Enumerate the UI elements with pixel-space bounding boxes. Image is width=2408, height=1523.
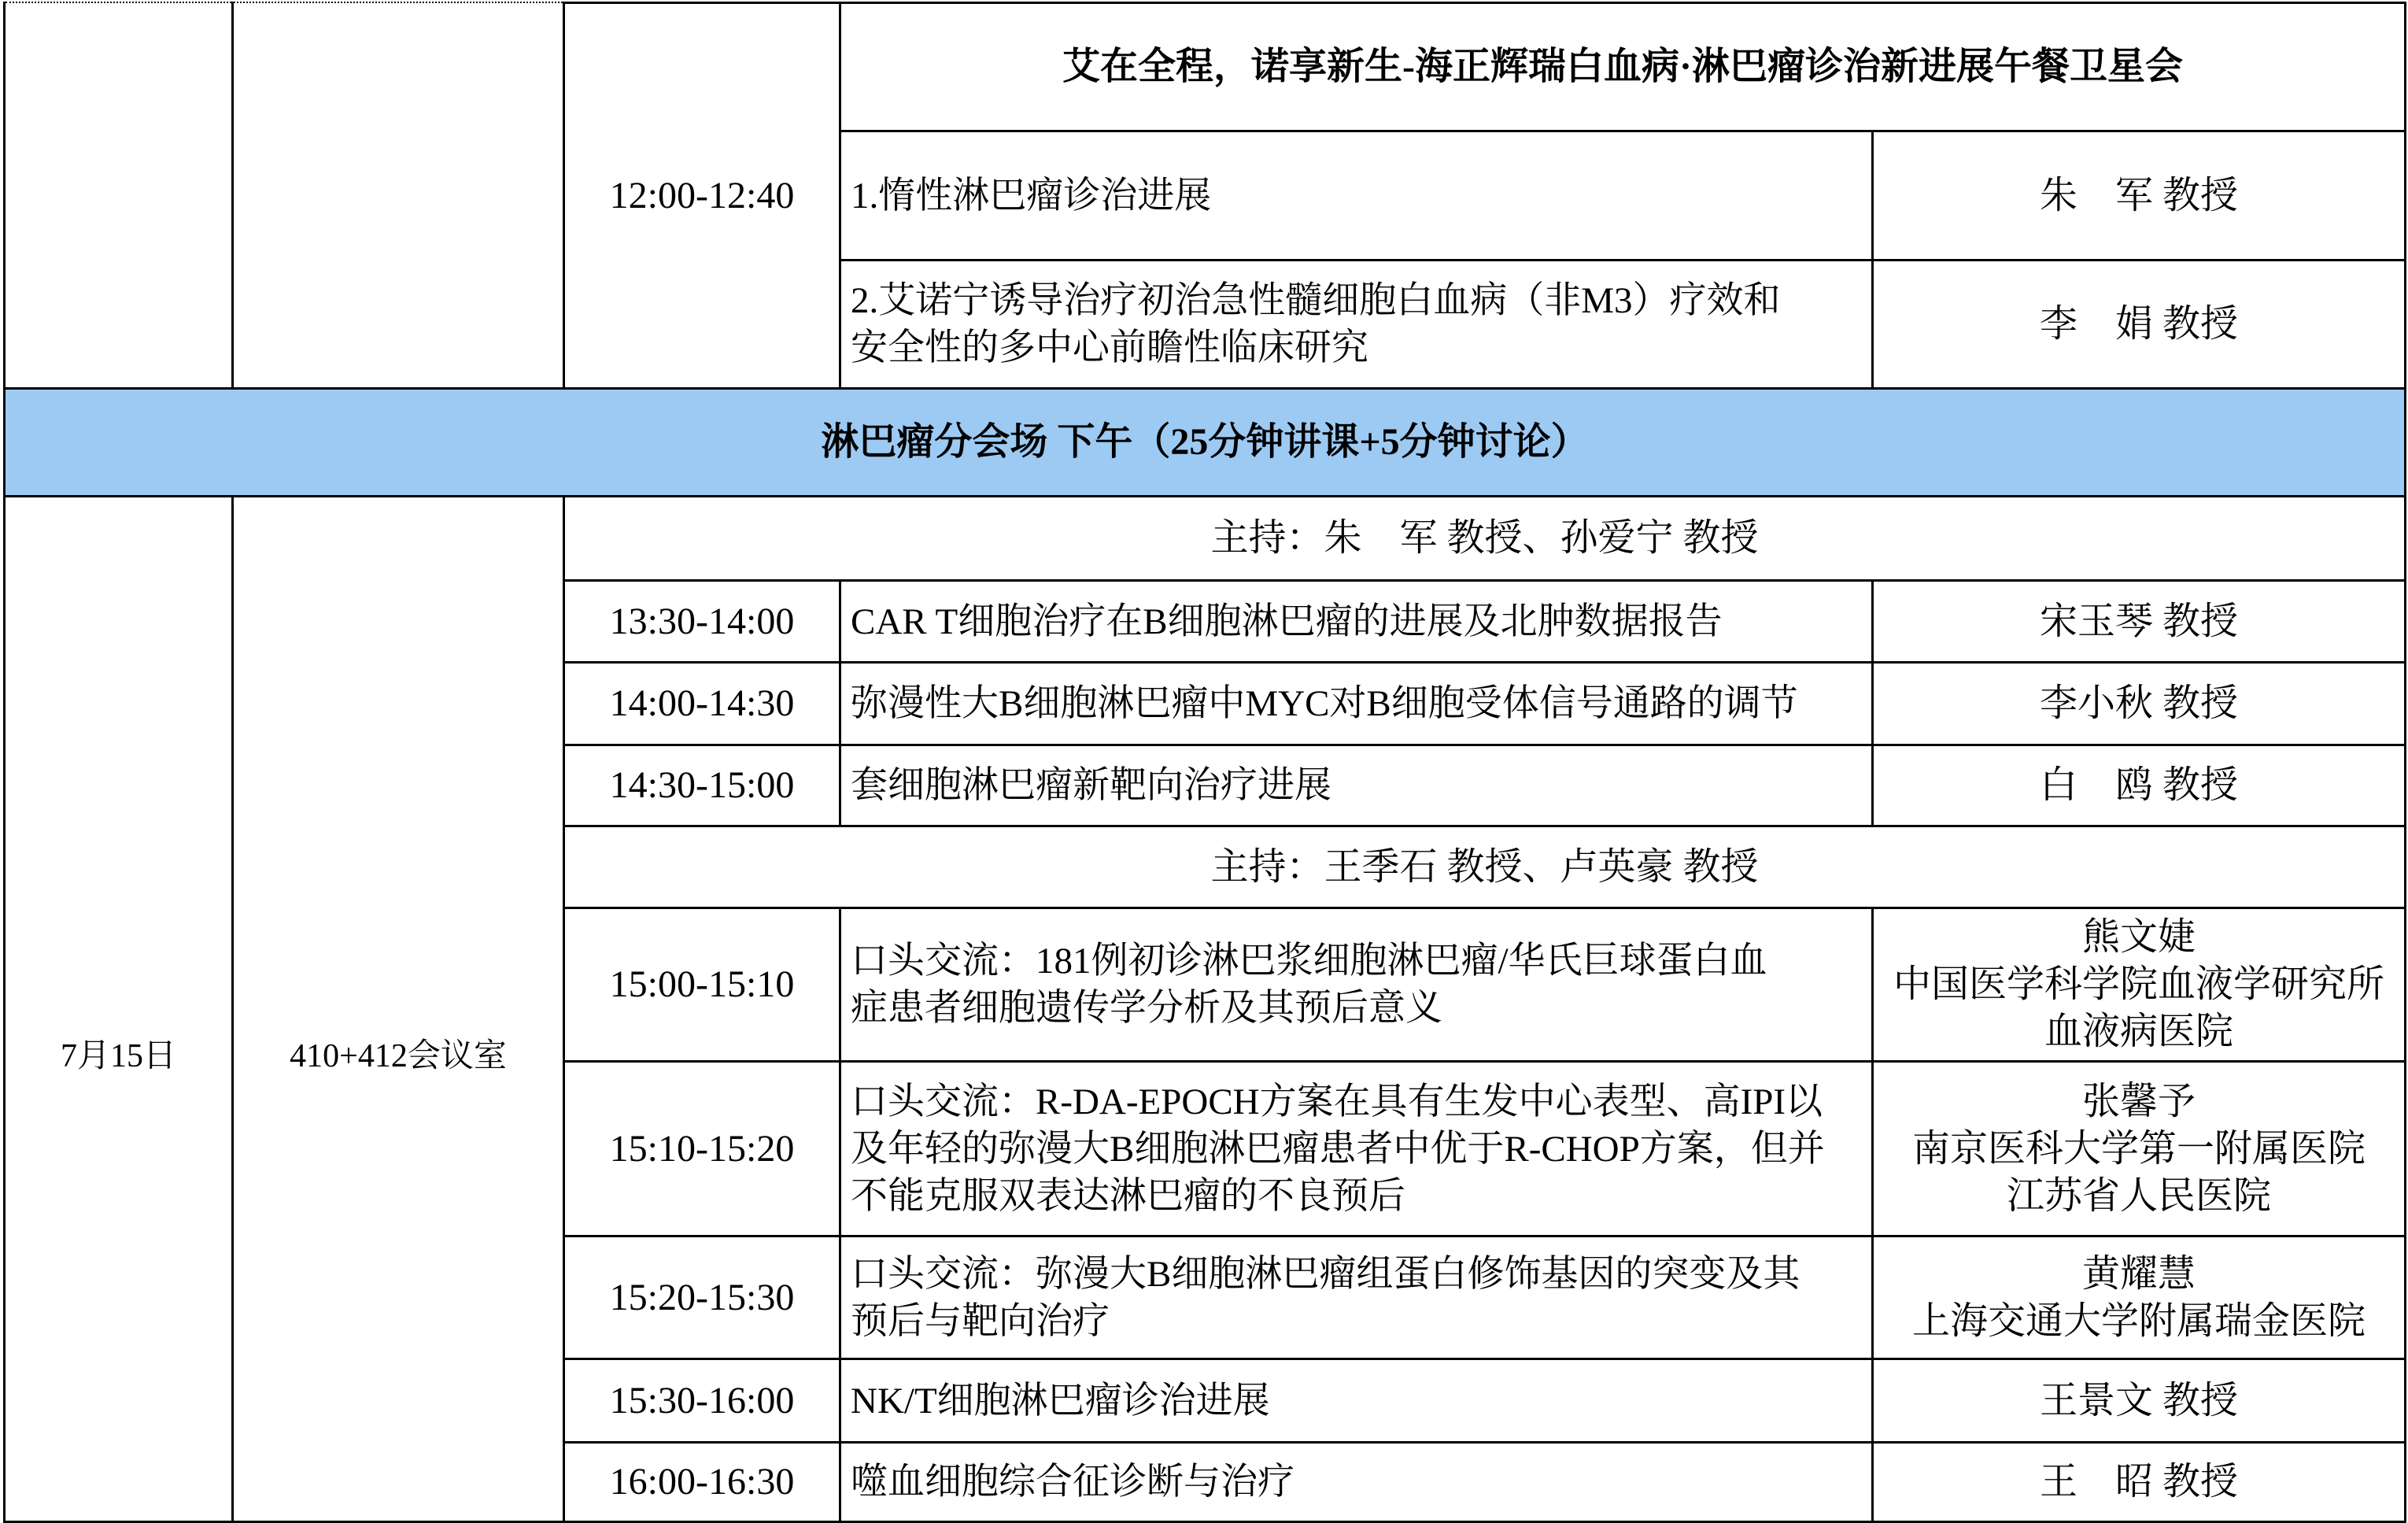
room-text: 410+412会议室 xyxy=(290,1038,507,1074)
time-cell xyxy=(565,909,839,1060)
topic-cell xyxy=(841,1063,1871,1235)
speaker-cell xyxy=(1874,909,2404,1060)
time-text: 15:30-16:00 xyxy=(609,1379,795,1421)
topic-cell xyxy=(841,746,1871,825)
satellite-session-title-cell xyxy=(841,4,2404,130)
session-header-text: 淋巴瘤分会场 下午（25分钟讲课+5分钟讨论） xyxy=(821,421,1589,463)
time-text: 14:00-14:30 xyxy=(609,682,795,724)
chair-row-1 xyxy=(565,497,2404,579)
room-cell-empty xyxy=(234,2,563,387)
topic-line: 弥漫性大B细胞淋巴瘤中MYC对B细胞受体信号通路的调节 xyxy=(851,683,1798,724)
lunch-talk-1-topic-cell xyxy=(841,132,1871,259)
speaker-line: 血液病医院 xyxy=(2044,1011,2233,1052)
speaker-line: 熊文婕 xyxy=(2081,916,2196,958)
topic-line: 及年轻的弥漫大B细胞淋巴瘤患者中优于R-CHOP方案，但并 xyxy=(851,1128,1825,1170)
time-text: 15:10-15:20 xyxy=(609,1127,795,1170)
speaker-line: 李小秋 教授 xyxy=(2039,682,2238,724)
speaker-line: 上海交通大学附属瑞金医院 xyxy=(1911,1299,2366,1342)
time-cell xyxy=(565,746,839,825)
speaker-line: 黄耀慧 xyxy=(2081,1252,2196,1295)
topic-cell xyxy=(841,1444,1871,1521)
speaker-line: 朱 军 教授 xyxy=(2039,174,2238,216)
time-text: 13:30-14:00 xyxy=(609,600,795,642)
speaker-cell xyxy=(1874,1237,2404,1358)
room-cell xyxy=(234,497,563,1521)
date-cell-empty xyxy=(6,2,231,387)
topic-cell xyxy=(841,664,1871,744)
lunch-talk-2-speaker-cell xyxy=(1874,261,2404,387)
topic-line: 1.惰性淋巴瘤诊治进展 xyxy=(851,175,1212,216)
speaker-line: 白 鸥 教授 xyxy=(2039,764,2238,806)
time-text: 14:30-15:00 xyxy=(609,764,795,806)
topic-line: 口头交流：181例初诊淋巴浆细胞淋巴瘤/华氏巨球蛋白血 xyxy=(851,941,1767,981)
schedule-table xyxy=(3,2,2406,1523)
lunch-time-cell xyxy=(565,4,839,387)
speaker-line: 王景文 教授 xyxy=(2039,1379,2238,1421)
topic-line: 症患者细胞遗传学分析及其预后意义 xyxy=(851,988,1442,1029)
topic-line: CAR T细胞治疗在B细胞淋巴瘤的进展及北肿数据报告 xyxy=(851,601,1723,642)
date-text: 7月15日 xyxy=(60,1038,176,1074)
topic-line: 套细胞淋巴瘤新靶向治疗进展 xyxy=(851,765,1331,806)
topic-line: 噬血细胞综合征诊断与治疗 xyxy=(851,1462,1294,1503)
time-cell xyxy=(565,664,839,744)
time-cell xyxy=(565,1444,839,1521)
topic-cell xyxy=(841,582,1871,661)
topic-line: 2.艾诺宁诱导治疗初治急性髓细胞白血病（非M3）疗效和 xyxy=(851,280,1781,321)
chair-text: 主持：王季石 教授、卢英豪 教授 xyxy=(1210,845,1759,888)
lunch-time: 12:00-12:40 xyxy=(609,174,795,216)
topic-line: 口头交流：弥漫大B细胞淋巴瘤组蛋白修饰基因的突变及其 xyxy=(851,1253,1800,1295)
lunch-talk-2-topic-cell xyxy=(841,261,1871,387)
time-cell xyxy=(565,1063,839,1235)
topic-cell xyxy=(841,1237,1871,1358)
date-cell xyxy=(6,497,231,1521)
speaker-line: 宋玉琴 教授 xyxy=(2039,600,2238,642)
time-text: 15:20-15:30 xyxy=(609,1276,795,1318)
topic-cell xyxy=(841,909,1871,1060)
lunch-talk-1-speaker-cell xyxy=(1874,132,2404,259)
speaker-cell xyxy=(1874,1360,2404,1441)
satellite-session-title: 艾在全程，诺享新生-海正辉瑞白血病·淋巴瘤诊治新进展午餐卫星会 xyxy=(1062,46,2183,87)
time-cell xyxy=(565,1360,839,1441)
chair-text: 主持：朱 军 教授、孙爱宁 教授 xyxy=(1210,517,1759,559)
speaker-line: 江苏省人民医院 xyxy=(2006,1174,2271,1217)
speaker-line: 中国医学科学院血液学研究所 xyxy=(1893,963,2384,1005)
session-header xyxy=(6,390,2404,495)
time-cell xyxy=(565,582,839,661)
speaker-cell xyxy=(1874,1063,2404,1235)
speaker-line: 南京医科大学第一附属医院 xyxy=(1911,1127,2366,1170)
topic-line: 不能克服双表达淋巴瘤的不良预后 xyxy=(851,1175,1405,1217)
time-text: 16:00-16:30 xyxy=(609,1461,795,1503)
speaker-cell xyxy=(1874,746,2404,825)
speaker-line: 李 娟 教授 xyxy=(2039,303,2238,345)
topic-line: NK/T细胞淋巴瘤诊治进展 xyxy=(851,1380,1270,1421)
speaker-cell xyxy=(1874,582,2404,661)
topic-cell xyxy=(841,1360,1871,1441)
speaker-line: 王 昭 教授 xyxy=(2039,1461,2238,1503)
chair-row-2 xyxy=(565,827,2404,907)
speaker-line: 张馨予 xyxy=(2081,1080,2196,1122)
speaker-cell xyxy=(1874,1444,2404,1521)
topic-line: 安全性的多中心前瞻性临床研究 xyxy=(851,327,1368,368)
time-cell xyxy=(565,1237,839,1358)
topic-line: 预后与靶向治疗 xyxy=(851,1300,1110,1342)
topic-line: 口头交流：R-DA-EPOCH方案在具有生发中心表型、高IPI以 xyxy=(851,1081,1823,1122)
speaker-cell xyxy=(1874,664,2404,744)
time-text: 15:00-15:10 xyxy=(609,963,795,1005)
